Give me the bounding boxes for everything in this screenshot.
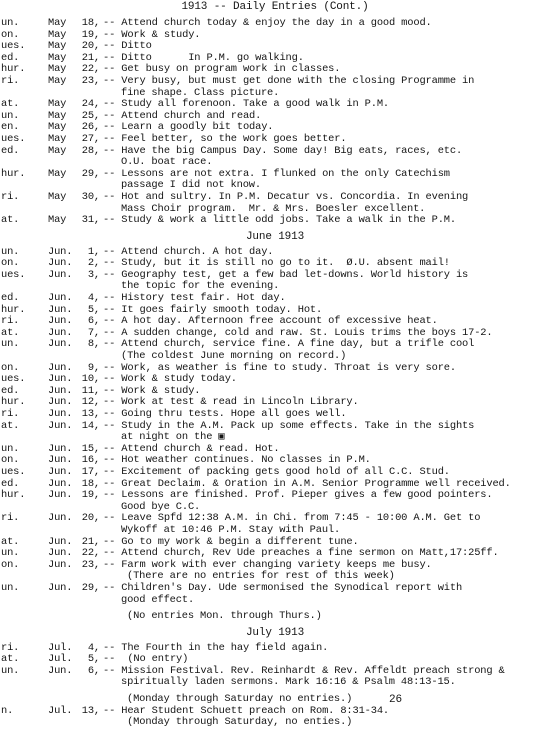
entry-month: May xyxy=(48,167,67,180)
entry-date: 19, xyxy=(81,28,100,41)
no-entries-note: (Monday through Saturday no entries.) xyxy=(127,693,353,706)
entry-day: ed. xyxy=(1,292,20,305)
diary-entry xyxy=(0,169,550,181)
entry-day: hur. xyxy=(1,489,26,502)
entry-date: 22, xyxy=(81,547,100,560)
entry-day: at. xyxy=(1,98,20,111)
entry-day: un. xyxy=(1,442,20,455)
entry-month: Jun. xyxy=(48,303,73,316)
entry-month: May xyxy=(48,17,67,29)
entry-date: 23, xyxy=(81,558,100,571)
entry-day: hur. xyxy=(1,63,26,76)
entry-date: 14, xyxy=(81,419,100,432)
page-title: 1913 -- Daily Entries (Cont.) xyxy=(181,1,369,13)
entry-month: Jun. xyxy=(48,535,73,548)
entry-text: -- Attend church, Rev Ude preaches a fine sermon on Matt,17:25ff. xyxy=(103,547,499,560)
diary-entry xyxy=(0,490,550,502)
entry-date: 27, xyxy=(81,132,100,145)
entry-date: 9, xyxy=(87,361,100,374)
entry-date: 18, xyxy=(81,17,100,29)
entry-month: Jun. xyxy=(48,245,73,258)
entry-continuation: Mass Choir program. Mr. & Mrs. Boesler excellent. xyxy=(121,202,426,215)
entry-date: 29, xyxy=(81,167,100,180)
no-entries-note: (There are no entries for rest of this week) xyxy=(127,570,395,583)
entry-day: un. xyxy=(1,17,20,29)
entry-month: Jul. xyxy=(48,704,73,717)
entry-month: Jul. xyxy=(48,641,73,654)
entry-date: 4, xyxy=(87,292,100,305)
entry-date: 21, xyxy=(81,535,100,548)
diary-entry xyxy=(0,643,550,655)
entry-text: -- Attend church, service fine. A fine day, but a trifle cool xyxy=(103,338,475,351)
entry-continuation: (The coldest June morning on record.) xyxy=(121,350,347,363)
entry-day: at. xyxy=(1,535,20,548)
entry-text: -- Geography test, get a few bad let-downs. World history is xyxy=(103,268,469,281)
entry-month: Jun. xyxy=(48,477,73,490)
entry-date: 21, xyxy=(81,51,100,64)
entry-day: un. xyxy=(1,109,20,122)
entry-text: -- Hot and sultry. In P.M. Decatur vs. Concordia. In evening xyxy=(103,190,469,203)
entry-date: 12, xyxy=(81,396,100,409)
diary-entry xyxy=(0,560,550,572)
entry-continuation: Wykoff at 10:46 P.M. Stay with Paul. xyxy=(121,523,341,536)
entry-date: 2, xyxy=(87,257,100,270)
entry-month: Jun. xyxy=(48,547,73,560)
entry-month: Jun. xyxy=(48,489,73,502)
entry-text: -- Work & study today. xyxy=(103,373,237,386)
diary-entry xyxy=(0,409,550,421)
entry-date: 18, xyxy=(81,477,100,490)
entry-month: Jun. xyxy=(48,558,73,571)
entry-date: 13, xyxy=(81,704,100,717)
entry-day: at. xyxy=(1,419,20,432)
entry-date: 6, xyxy=(87,315,100,328)
entry-day: ri. xyxy=(1,74,20,87)
entry-day: ed. xyxy=(1,384,20,397)
entry-month: May xyxy=(48,190,67,203)
page-number: 26 xyxy=(389,694,402,706)
diary-entry xyxy=(0,270,550,282)
entry-text: -- Work at test & read in Lincoln Library. xyxy=(103,396,359,409)
entry-day: ri. xyxy=(1,408,20,420)
entry-day: ri. xyxy=(1,190,20,203)
entry-month: May xyxy=(48,121,67,134)
entry-day: un. xyxy=(1,547,20,560)
entry-text: -- Work & study. xyxy=(103,384,201,397)
entry-day: n. xyxy=(1,704,14,717)
entry-text: -- Learn a goodly bit today. xyxy=(103,121,274,134)
diary-entry xyxy=(0,339,550,351)
entry-text: -- Study, but it is still no go to it. Ø.U. absent mail! xyxy=(103,257,450,270)
entry-continuation: the topic for the evening. xyxy=(121,280,280,293)
entry-day: ed. xyxy=(1,477,20,490)
entry-continuation: O.U. boat race. xyxy=(121,156,213,169)
entry-text: -- The Fourth in the hay field again. xyxy=(103,641,329,654)
entry-text: -- Mission Festival. Rev. Reinhardt & Rev. Affeldt preach strong & xyxy=(103,664,505,677)
entry-day: un. xyxy=(1,245,20,258)
entry-text: -- Study in the A.M. Pack up some effects. Take in the sights xyxy=(103,419,475,432)
entry-day: hur. xyxy=(1,396,26,409)
diary-entry xyxy=(0,134,550,146)
entry-date: 16, xyxy=(81,454,100,467)
entry-day: on. xyxy=(1,558,20,571)
entry-month: Jul. xyxy=(48,653,73,666)
entry-month: May xyxy=(48,28,67,41)
entry-text: -- Farm work with ever changing variety keeps me busy. xyxy=(103,558,432,571)
entry-day: en. xyxy=(1,121,20,134)
diary-entry xyxy=(0,548,550,560)
entry-date: 1, xyxy=(87,245,100,258)
entry-day: un. xyxy=(1,338,20,351)
entry-text: -- A hot day. Afternoon free account of excessive heat. xyxy=(103,315,438,328)
entry-month: Jun. xyxy=(48,465,73,478)
entry-text: -- Work & study. xyxy=(103,28,201,41)
entry-month: Jun. xyxy=(48,396,73,409)
entry-text: -- Go to my work & begin a different tune. xyxy=(103,535,359,548)
diary-entry xyxy=(0,293,550,305)
entry-text: -- Have the big Campus Day. Some day! Big eats, races, etc. xyxy=(103,144,463,157)
month-heading: June 1913 xyxy=(245,230,305,243)
entries-list xyxy=(0,18,550,729)
diary-entry xyxy=(0,513,550,525)
diary-entry xyxy=(0,76,550,88)
entry-text: -- History test fair. Hot day. xyxy=(103,292,286,305)
entry-month: Jun. xyxy=(48,419,73,432)
entry-text: -- Work, as weather is fine to study. Throat is very sore. xyxy=(103,361,456,374)
entry-month: Jun. xyxy=(48,315,73,328)
entry-text: -- Children's Day. Ude sermonised the Synodical report with xyxy=(103,581,463,594)
entry-date: 31, xyxy=(81,214,100,227)
entry-text: -- Feel better, so the work goes better. xyxy=(103,132,347,145)
entry-day: ues. xyxy=(1,40,26,53)
entry-month: Jun. xyxy=(48,326,73,339)
entry-day: hur. xyxy=(1,303,26,316)
entry-day: ues. xyxy=(1,268,26,281)
entry-date: 24, xyxy=(81,98,100,111)
entry-date: 20, xyxy=(81,512,100,525)
entry-text: -- Ditto In P.M. go walking. xyxy=(103,51,304,64)
entry-text: -- Get busy on program work in classes. xyxy=(103,63,341,76)
entry-month: May xyxy=(48,40,67,53)
entry-continuation: spiritually laden sermons. Mark 16:16 & Psalm 48:13-15. xyxy=(121,676,456,689)
entry-continuation: passage I did not know. xyxy=(121,179,261,192)
entry-month: May xyxy=(48,74,67,87)
entry-text: -- Ditto xyxy=(103,40,152,53)
entry-text: -- Leave Spfd 12:38 A.M. in Chi. from 7:45 - 10:00 A.M. Get to xyxy=(103,512,481,525)
month-heading: July 1913 xyxy=(245,626,305,639)
entry-month: Jun. xyxy=(48,664,73,677)
entry-month: May xyxy=(48,51,67,64)
entry-text: -- Lessons are finished. Prof. Pieper gives a few good pointers. xyxy=(103,489,493,502)
entry-date: 13, xyxy=(81,408,100,420)
entry-text: -- A sudden change, cold and raw. St. Louis trims the boys 17-2. xyxy=(103,326,493,339)
entry-date: 17, xyxy=(81,465,100,478)
entry-month: Jun. xyxy=(48,384,73,397)
entry-day: on. xyxy=(1,28,20,41)
entry-day: ues. xyxy=(1,132,26,145)
entry-day: ri. xyxy=(1,641,20,654)
entry-month: Jun. xyxy=(48,512,73,525)
entry-day: ri. xyxy=(1,512,20,525)
entry-day: un. xyxy=(1,664,20,677)
entry-month: Jun. xyxy=(48,257,73,270)
entry-month: Jun. xyxy=(48,442,73,455)
entry-text: -- Lessons are not extra. I flunked on the only Catechism xyxy=(103,167,450,180)
entry-date: 7, xyxy=(87,326,100,339)
entry-date: 22, xyxy=(81,63,100,76)
entry-text: -- Study & work a little odd jobs. Take a walk in the P.M. xyxy=(103,214,456,227)
entry-day: at. xyxy=(1,214,20,227)
entry-month: May xyxy=(48,144,67,157)
entry-day: at. xyxy=(1,326,20,339)
entry-text: -- Attend church and read. xyxy=(103,109,262,122)
entry-day: on. xyxy=(1,454,20,467)
entry-continuation: Good bye C.C. xyxy=(121,500,201,513)
entry-date: 8, xyxy=(87,338,100,351)
entry-date: 25, xyxy=(81,109,100,122)
entry-date: 11, xyxy=(81,384,100,397)
entry-date: 19, xyxy=(81,489,100,502)
entry-month: Jun. xyxy=(48,454,73,467)
entry-month: Jun. xyxy=(48,581,73,594)
diary-entry xyxy=(0,215,550,227)
entry-day: ues. xyxy=(1,465,26,478)
entry-month: May xyxy=(48,63,67,76)
entry-continuation: at night on the ▣ xyxy=(121,431,225,444)
entry-month: May xyxy=(48,109,67,122)
diary-entry xyxy=(0,18,550,30)
entry-day: ed. xyxy=(1,144,20,157)
entry-text: -- Great Declaim. & Oration in A.M. Senior Programme well received. xyxy=(103,477,511,490)
entry-month: May xyxy=(48,98,67,111)
entry-month: May xyxy=(48,214,67,227)
diary-entry xyxy=(0,192,550,204)
entry-day: ed. xyxy=(1,51,20,64)
entry-month: May xyxy=(48,132,67,145)
entry-date: 4, xyxy=(87,641,100,654)
entry-date: 15, xyxy=(81,442,100,455)
entry-month: Jun. xyxy=(48,361,73,374)
entry-text: -- Hear Student Schuett preach on Rom. 8:31-34. xyxy=(103,704,390,717)
entry-text: -- Excitement of packing gets good hold of all C.C. Stud. xyxy=(103,465,450,478)
entry-text: -- (No entry) xyxy=(103,653,189,666)
entry-text: -- Attend church today & enjoy the day in a good mood. xyxy=(103,17,432,29)
entry-text: -- Hot weather continues. No classes in P.M. xyxy=(103,454,371,467)
diary-entry xyxy=(0,583,550,595)
entry-month: Jun. xyxy=(48,338,73,351)
diary-entry xyxy=(0,146,550,158)
entry-date: 23, xyxy=(81,74,100,87)
entry-text: -- Very busy, but must get done with the closing Programme in xyxy=(103,74,475,87)
entry-date: 5, xyxy=(87,303,100,316)
entry-text: -- Study all forenoon. Take a good walk in P.M. xyxy=(103,98,390,111)
entry-date: 3, xyxy=(87,268,100,281)
no-entries-note: (No entries Mon. through Thurs.) xyxy=(127,610,322,623)
entry-month: Jun. xyxy=(48,373,73,386)
entry-date: 20, xyxy=(81,40,100,53)
entry-continuation: (Monday through Saturday, no enties.) xyxy=(121,716,353,729)
diary-entry xyxy=(0,467,550,479)
entry-day: at. xyxy=(1,653,20,666)
entry-month: Jun. xyxy=(48,268,73,281)
entry-month: Jun. xyxy=(48,408,73,420)
entry-date: 26, xyxy=(81,121,100,134)
diary-entry xyxy=(0,706,550,718)
entry-continuation: good effect. xyxy=(121,593,195,606)
entry-date: 6, xyxy=(87,664,100,677)
entry-text: -- Attend church & read. Hot. xyxy=(103,442,280,455)
entry-text: -- It goes fairly smooth today. Hot. xyxy=(103,303,323,316)
entry-date: 10, xyxy=(81,373,100,386)
diary-entry xyxy=(0,666,550,678)
entry-day: ri. xyxy=(1,315,20,328)
entry-day: on. xyxy=(1,257,20,270)
entry-day: ues. xyxy=(1,373,26,386)
entry-day: on. xyxy=(1,361,20,374)
entry-month: Jun. xyxy=(48,292,73,305)
entry-date: 28, xyxy=(81,144,100,157)
diary-entry xyxy=(0,99,550,111)
entry-date: 5, xyxy=(87,653,100,666)
entry-text: -- Going thru tests. Hope all goes well. xyxy=(103,408,347,420)
entry-continuation: fine shape. Class picture. xyxy=(121,86,280,99)
entry-date: 30, xyxy=(81,190,100,203)
diary-entry xyxy=(0,421,550,433)
entry-day: hur. xyxy=(1,167,26,180)
entry-date: 29, xyxy=(81,581,100,594)
entry-day: un. xyxy=(1,581,20,594)
entry-text: -- Attend church. A hot day. xyxy=(103,245,274,258)
